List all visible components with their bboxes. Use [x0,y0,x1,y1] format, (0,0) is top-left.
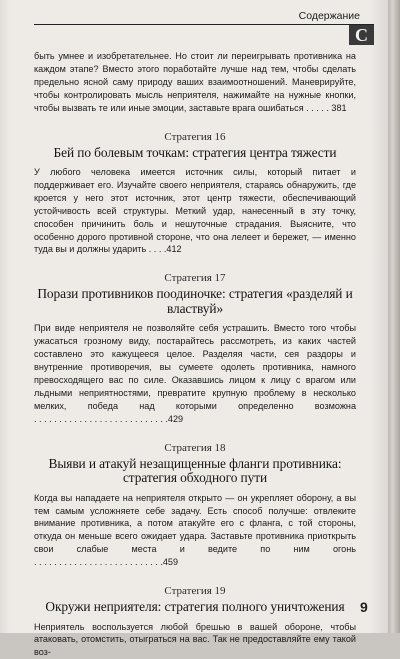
toc-content [34,50,356,659]
book-edge [388,0,400,633]
strategy-page-ref: . . . .412 [148,244,182,255]
strategy-description [34,322,356,425]
strategy-title: Порази противников поодиночке: стратегия «разделяй и властвуй» [37,286,353,316]
intro-page-ref: . . . . . 381 [306,102,347,113]
section-tab [349,25,374,45]
strategy-text: Когда вы нападаете на неприятеля открыто — он укрепляет оборону, а вы тем самым усложняете себе задачу. Есть способ получше: отвлеките внимание противника, а потом атакуйте его с фланга, с той стороны, откуда он меньше всего ожидает удара. Заставьте противника приоткрыть свои слабые места и ведите по ним огонь [34,492,356,555]
strategy-18 [34,442,356,569]
strategy-17 [34,272,356,425]
intro-text: быть умнее и изобретательнее. Но стоит ли переигрывать противника на каждом этапе? Вместо этого поработайте лучше над тем, чтобы сделать предельно ясной саму природу ваших взаимоотношений. Маневрируйте, чтобы контролировать мысль неприятеля, нажимайте на нужные кнопки, чтобы вызвать те или иные эмоции, заставьте врага ошибаться [34,51,356,113]
strategy-title: Окружи неприятеля: стратегия полного уничтожения [45,599,345,615]
strategy-number: Стратегия 19 [164,585,226,598]
intro-paragraph [34,50,356,115]
strategy-text: У любого человека имеется источник силы, который питает и поддерживает его. Изучайте своего неприятеля, стараясь обнаружить, где кроется у него этот источник, этот центр тяжести, обеспечивающий устойчивость всей структуры. Меткий удар, нанесенный в эту точку, способен причинить боль и нешуточные страдания. Выясните, что особенно дорого противной стороне, что она лелеет и бережет, — именно туда вы и должны ударить [34,167,356,255]
header-rule [34,24,374,25]
strategy-title: Выяви и атакуй незащищенные фланги противника: стратегия обходного пути [48,455,342,486]
strategy-16 [34,131,356,257]
strategy-description [34,621,356,659]
strategy-title: Бей по болевым точкам: стратегия центра тяжести [53,144,337,160]
strategy-text: При виде неприятеля не позволяйте себя устрашить. Вместо того чтобы ужасаться грозному виду, постарайтесь рассмотреть, из каких частей составлено это кажущееся целое. Разделяя части, сея раздоры и внутренние противоречия, вы сумеете одолеть противника, намного превосходящего вас по силе. Оказавшись лицом к лицу с врагом или льдными неприятностями, превратите крупную проблему в несколько мелких, победа над которыми определенно возможна [34,323,356,411]
strategy-number: Стратегия 17 [164,272,226,285]
section-label: Содержание [298,10,360,22]
page-number: 9 [360,599,368,615]
strategy-number: Стратегия 18 [164,441,226,454]
strategy-description [34,492,356,569]
strategy-number: Стратегия 16 [164,130,226,143]
strategy-description [34,166,356,256]
strategy-page-ref: . . . . . . . . . . . . . . . . . . . . . . . . . .459 [34,557,179,568]
section-tab-letter: С [355,25,368,45]
strategy-page-ref: . . . . . . . . . . . . . . . . . . . . . . . . . . .429 [34,413,184,424]
strategy-19 [34,585,356,659]
strategy-text: Неприятель воспользуется любой брешью в вашей обороне, чтобы атаковать, отомстить, отыграться на вас. Так не предоставляйте ему такой воз- [34,621,356,658]
